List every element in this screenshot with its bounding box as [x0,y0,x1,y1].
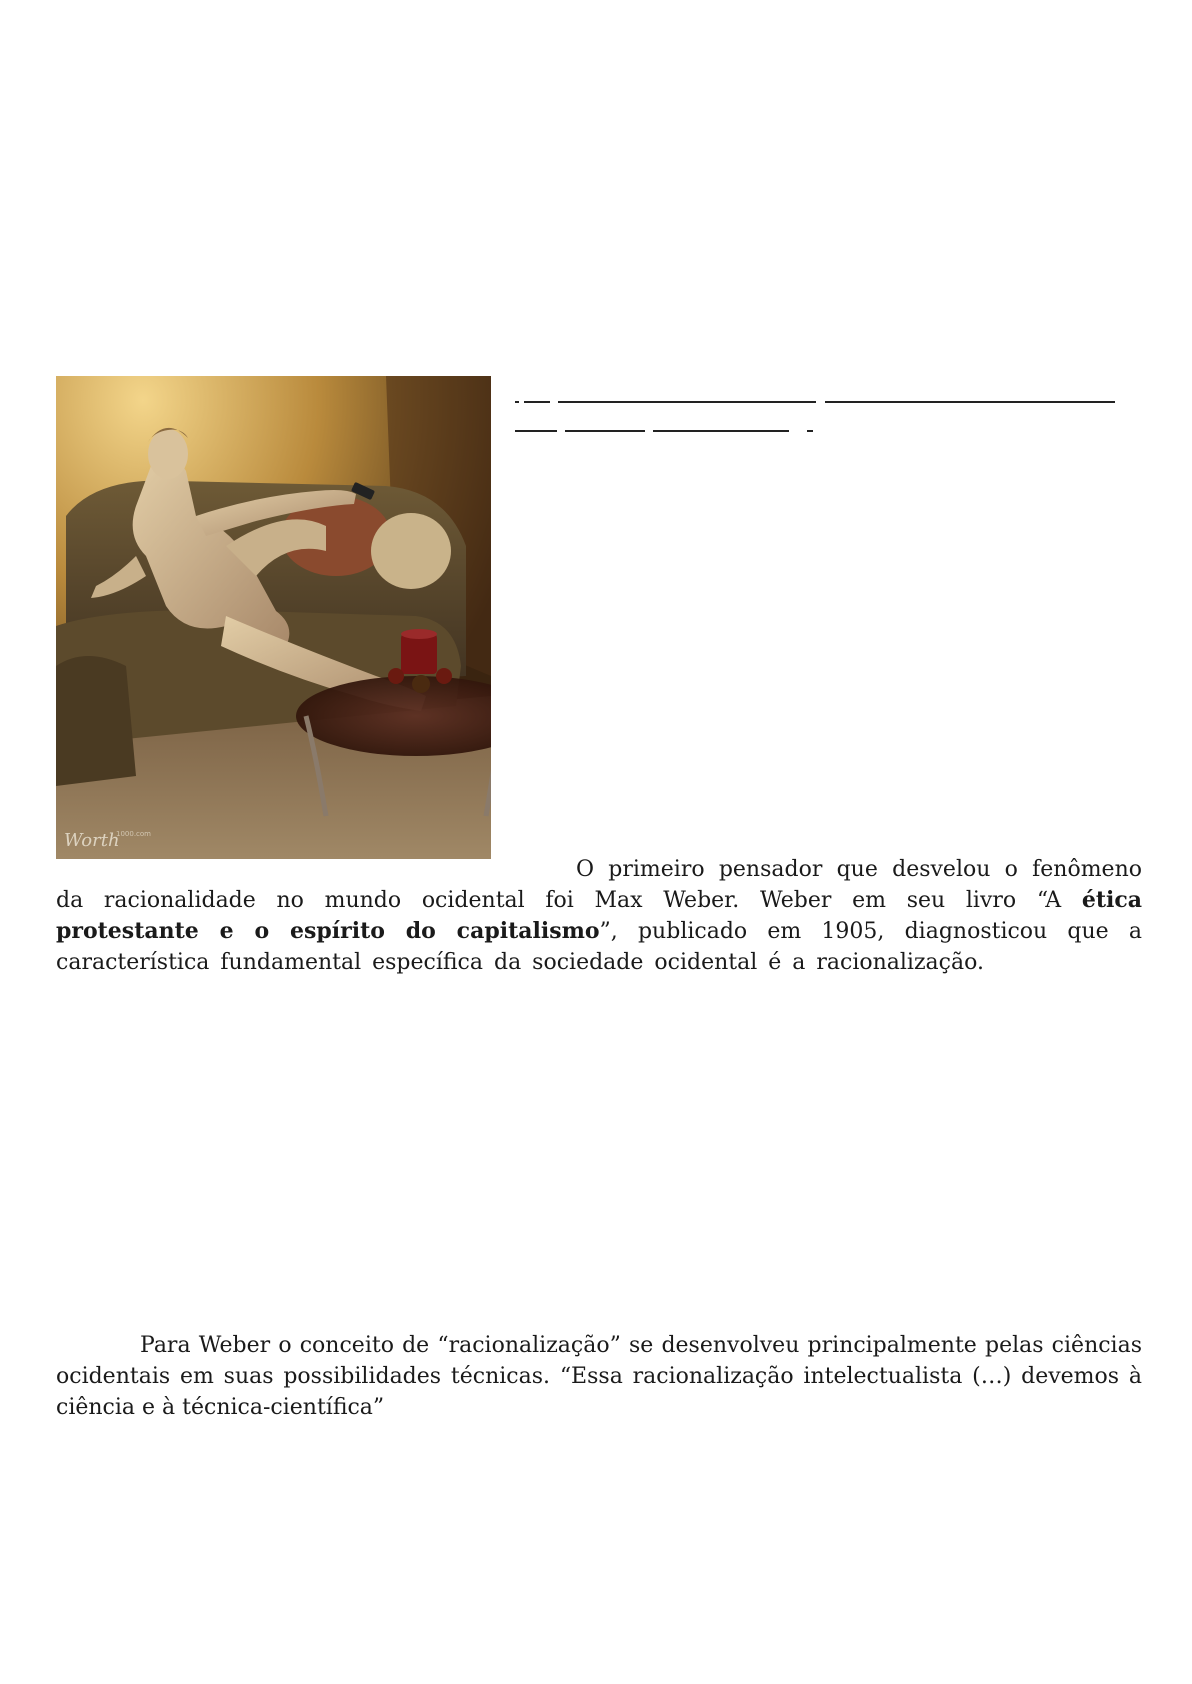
rule-line [515,401,519,403]
rule-line [825,401,1115,403]
rule-line [515,430,557,432]
paragraph-weber-intro [56,854,1142,978]
watermark-text: Worth [64,830,120,851]
illustration-svg [56,376,491,859]
paragraph-racionalizacao: Para Weber o conceito de “racionalização” se desenvolveu principalmente pelas ciências ocidentais em suas possibilidades técnicas. “Essa racionalização intelectualista (…) devemos à ciência e à técnica-científica” [56,1333,1142,1420]
rule-line [558,401,816,403]
rule-line [565,430,645,432]
paragraph1-text-b: ”, publicado em 1905, diagnosticou que a característica fundamental específica da sociedade ocidental é a racionalização. [56,919,1142,975]
rule-line [653,430,789,432]
decorative-rules [515,386,1135,436]
rule-line [807,430,813,432]
book-title-bold: ética protestante e o espírito do capitalismo [56,887,1142,944]
paragraph1-text-a: O primeiro pensador que desvelou o fenômeno da racionalidade no mundo ocidental foi Max Weber. Weber em seu livro “A [56,857,1142,913]
rule-line [524,401,550,403]
illustration-image [56,376,491,859]
watermark-subtext: 1000.com [116,830,151,838]
